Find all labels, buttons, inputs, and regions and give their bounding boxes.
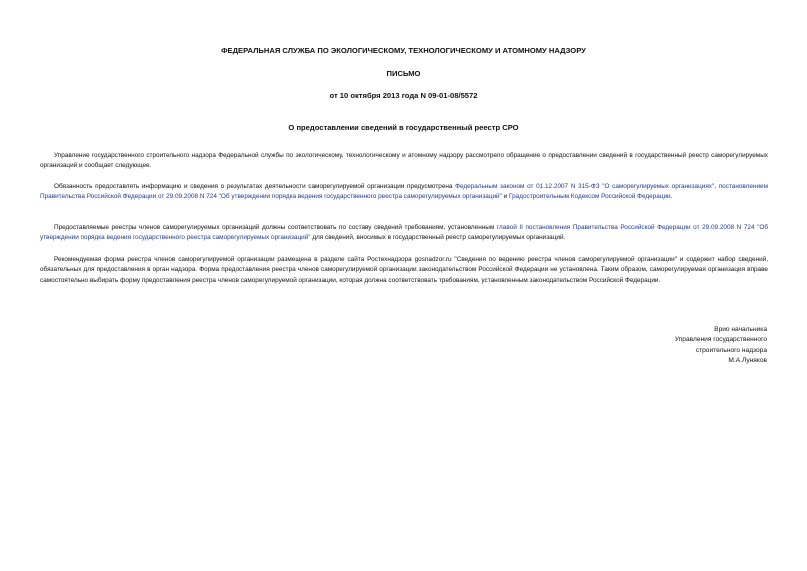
signature-name: М.А.Луняков	[728, 357, 767, 365]
paragraph-3-part-a: Предоставляемые реестры членов саморегулируемых организаций должны соответствовать по составу сведений требованиям, установленным	[54, 224, 497, 231]
agency-title: ФЕДЕРАЛЬНАЯ СЛУЖБА ПО ЭКОЛОГИЧЕСКОМУ, ТЕХНОЛОГИЧЕСКОМУ И АТОМНОМУ НАДЗОРУ	[221, 46, 586, 55]
paragraph-4	[40, 255, 768, 286]
paragraph-2-part-a: Обязанность предоставлять информацию и сведения о результатах деятельности саморегулируемой организации предусмотрена	[54, 183, 456, 190]
signature-department: Управления государственного	[674, 336, 767, 344]
paragraph-2-part-b: ,	[714, 183, 719, 190]
paragraph-1-text: Управление государственного строительного надзора Федеральной службы по экологическому, технологическому и атомному надзору рассмотрело обращение о предоставлении сведений в государственный реестр саморегулируемых организаций и сообщает следующее.	[40, 152, 768, 170]
paragraph-3	[40, 223, 768, 244]
link-government-decree-724[interactable]: постановлением Правительства Российской Федерации от 29.09.2008 N 724 "Об утверждении порядка ведения государственного реестра саморегулируемых организаций"	[40, 183, 768, 201]
document-date-number: от 10 октября 2013 года N 09-01-08/5572	[329, 91, 478, 100]
signature-division: строительного надзора	[695, 346, 767, 354]
paragraph-4-text: Рекомендуемая форма реестра членов саморегулируемой организации размещена в разделе сайта Ростехнадзора gosnadzor.ru "Сведения по ведению реестра членов саморегулируемой организации" и содержит набор сведений, обязательных для предоставления в орган надзора. Форма предоставления реестра членов саморегулируемой организации законодательством Российской Федерации не установлена. Таким образом, саморегулируемая организация вправе самостоятельно выбирать форму предоставления реестра членов саморегулируемой организации, которая должна соответствовать требованиям, установленным законодательством Российской Федерации.	[40, 256, 768, 284]
paragraph-3-part-b: для сведений, вносимых в государственный реестр саморегулируемых организаций.	[310, 234, 566, 242]
paragraph-1	[40, 151, 768, 172]
paragraph-2-text	[40, 182, 768, 203]
paragraph-2-part-d: .	[670, 193, 673, 201]
signature-block	[567, 325, 767, 367]
paragraph-3-text	[40, 223, 768, 244]
paragraph-2	[40, 182, 768, 203]
link-decree-724-chapter-2[interactable]: главой II постановления Правительства Российской Федерации от 29.09.2008 N 724 "Об утверждении порядка ведения государственного реестра саморегулируемых организаций"	[40, 224, 768, 242]
signature-position: Врио начальника	[714, 326, 767, 333]
link-federal-law-315[interactable]: Федеральным законом от 01.12.2007 N 315-ФЗ "О саморегулируемых организациях"	[455, 183, 715, 190]
paragraph-2-part-c: и	[501, 193, 510, 201]
link-urban-planning-code[interactable]: Градостроительным Кодексом Российской Федерации	[509, 193, 671, 201]
document-type: ПИСЬМО	[386, 69, 421, 78]
document-subject: О предоставлении сведений в государственный реестр СРО	[288, 123, 519, 132]
